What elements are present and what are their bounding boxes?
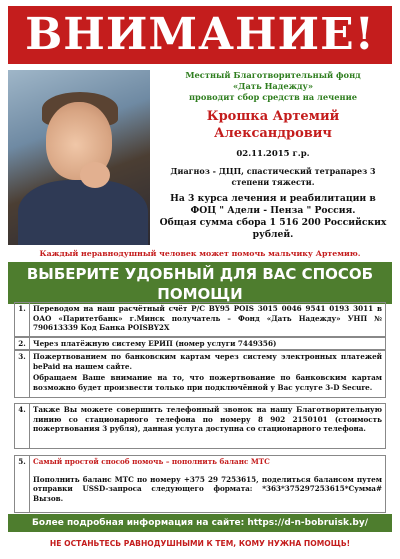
- method-note: Обращаем Ваше внимание на то, что пожертвование по банковским картам возможно будет произвести только при подключённой у Вас услуге 3-D Secure.: [33, 373, 382, 392]
- method-text: Самый простой способ помочь – пополнить баланс МТС: [33, 457, 270, 466]
- fund-line-1: Местный Благотворительный фонд: [185, 70, 361, 80]
- birth-date: 02.11.2015 г.р.: [236, 149, 310, 159]
- method-number: 2.: [15, 338, 30, 349]
- diagnosis: Диагноз - ДЦП, спастический тетрапарез 3 степени тяжести.: [170, 166, 376, 187]
- choose-method-heading: [8, 262, 392, 304]
- child-name-line-2: Александрович: [214, 126, 332, 141]
- course-line-3: Общая сумма сбора 1 516 200 Российских рублей.: [159, 217, 387, 240]
- fund-line-3: проводит сбор средств на лечение: [188, 92, 358, 102]
- method-row-1: [14, 302, 386, 337]
- method-number: 1.: [15, 303, 30, 336]
- method-row-4: [14, 403, 386, 449]
- method-text: Переводом на наш расчётный счёт Р/С BY95 POIS 3015 0046 9541 0193 3011 в ОАО «Паритетбанк» г.Минск получатель – Фонд «Дать Надежду» УНП № 790613339 Код Банка POISBY2X: [33, 304, 382, 332]
- child-name: [154, 108, 392, 142]
- method-number: 4.: [15, 404, 30, 448]
- fund-line-2: «Дать Надежду»: [232, 81, 314, 91]
- child-name-line-1: Крошка Артемий: [206, 109, 340, 124]
- method-note: Пополнить баланс МТС по номеру +375 29 7253615, поделиться балансом путем отправки USSD-запроса следующего формата: *363*375297253615*Сумма# Вызов.: [33, 474, 382, 503]
- website-link[interactable]: Более подробная информация на сайте: https://d-n-bobruisk.by/: [8, 514, 392, 532]
- course-block: [154, 193, 392, 241]
- child-photo: [8, 70, 150, 245]
- method-number: 5.: [15, 456, 30, 512]
- fund-block: [154, 70, 392, 103]
- method-row-5: [14, 455, 386, 513]
- method-text: Пожертвованием по банковским картам через систему электронных платежей bePaid на нашем сайте.: [33, 352, 382, 371]
- course-line-1: На 3 курса лечения и реабилитации в: [170, 193, 376, 204]
- method-row-2: [14, 337, 386, 350]
- method-number: 3.: [15, 351, 30, 397]
- method-text: Через платёжную систему ЕРИП (номер услуги 7449356): [33, 339, 277, 348]
- choose-line-1: ВЫБЕРИТЕ УДОБНЫЙ ДЛЯ ВАС СПОСОБ: [26, 265, 374, 283]
- method-row-3: [14, 350, 386, 398]
- choose-line-2: ПОМОЩИ: [157, 285, 243, 303]
- help-line: Каждый неравнодушный человек может помочь мальчику Артемию.: [39, 249, 361, 258]
- method-text: Также Вы можете совершить телефонный звонок на нашу Благотворительную линию со стационарного телефона по номеру 8 902 2150101 (стоимость пожертвования 3 рубля), данная услуга доступна со стационарного телефона.: [33, 405, 382, 433]
- photo-body: [18, 180, 148, 245]
- attention-banner: ВНИМАНИЕ!: [8, 6, 392, 64]
- course-line-2: ФОЦ " Адели - Пенза " Россия.: [190, 205, 356, 216]
- photo-hand: [80, 162, 110, 188]
- slogan: НЕ ОСТАНЬТЕСЬ РАВНОДУШНЫМИ К ТЕМ, КОМУ НУЖНА ПОМОЩЬ!: [49, 539, 351, 548]
